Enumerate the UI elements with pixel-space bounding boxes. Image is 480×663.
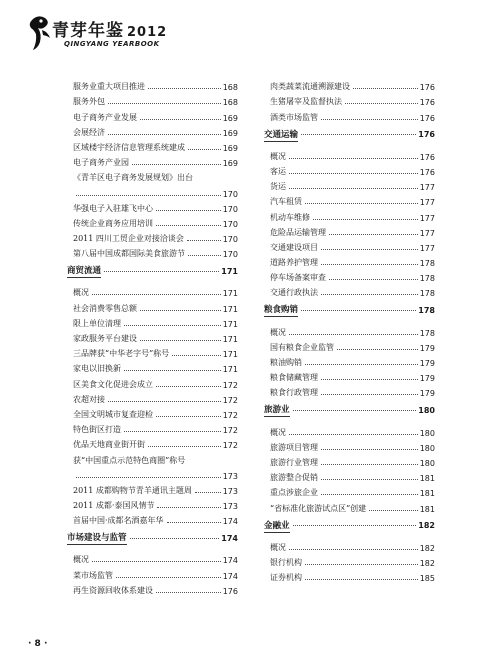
toc-entry-title-line (73, 168, 238, 183)
toc-page-number: 173 (222, 486, 238, 496)
toc-entry (270, 438, 435, 453)
toc-entry (270, 107, 435, 122)
dot-leader (92, 294, 221, 295)
dot-leader (116, 577, 221, 578)
toc-section-heading (264, 398, 435, 422)
toc-entry-label: 第八届中国成都国际美食旅游节 (73, 249, 185, 259)
dot-leader (157, 507, 220, 508)
dot-leader (321, 264, 418, 265)
dot-leader (321, 494, 418, 495)
toc-page-number: 174 (222, 556, 238, 566)
toc-entry (73, 314, 238, 329)
page-header (28, 10, 468, 62)
toc-page-number: 176 (222, 586, 238, 596)
toc-page-number: 176 (419, 83, 435, 93)
dot-leader (130, 538, 220, 539)
toc-section-heading (264, 514, 435, 538)
toc-page-number: 168 (222, 98, 238, 108)
dot-leader (321, 449, 418, 450)
toc-page-number: 170 (222, 204, 238, 214)
dot-leader (92, 561, 221, 562)
toc-section-label: 粮食购销 (264, 305, 299, 316)
toc-entry-label: 客运 (270, 166, 286, 176)
toc-entry-label: 汽车租赁 (270, 197, 302, 207)
toc-page-number: 169 (222, 113, 238, 123)
dot-leader (289, 334, 418, 335)
toc-page-number: 171 (222, 350, 238, 360)
toc-entry-label: 2011 成都·泰国风情节 (73, 501, 155, 511)
toc-page-number: 177 (419, 228, 435, 238)
toc-page-number: 177 (419, 183, 435, 193)
dot-leader (329, 234, 418, 235)
dot-leader (289, 158, 418, 159)
toc-page-number: 170 (222, 219, 238, 229)
toc-entry-label: 会展经济 (73, 127, 105, 137)
dot-leader (345, 103, 418, 104)
dot-leader (293, 410, 417, 411)
toc-entry (73, 435, 238, 450)
toc-entry-label: 国有粮食企业监管 (270, 342, 334, 352)
toc-page-number: 168 (222, 83, 238, 93)
dot-leader (289, 188, 418, 189)
toc-entry-title-line (73, 450, 238, 465)
toc-entry-label: 2011 成都购物节青羊通讯主题周 (73, 485, 192, 495)
toc-page-number: 179 (419, 359, 435, 368)
toc-entry-label: 华强电子入驻雄飞中心 (73, 203, 153, 213)
dot-leader (195, 492, 221, 493)
toc-entry-label: 停车场备案审查 (270, 273, 326, 283)
toc-entry (270, 368, 435, 383)
toc-entry (270, 498, 435, 513)
toc-page-number: 180 (419, 443, 435, 453)
dot-leader (369, 510, 418, 511)
toc-entry-label: 概况 (270, 327, 286, 337)
toc-section-label: 市场建设与监管 (67, 533, 127, 544)
toc-entry (73, 496, 238, 511)
toc-section-label: 金融业 (264, 520, 290, 531)
dot-leader (172, 355, 221, 356)
toc-section-label: 旅游业 (264, 405, 290, 416)
toc-entry-label: 生猪屠宰及监督执法 (270, 97, 342, 107)
toc-page-number: 178 (418, 305, 435, 315)
dot-leader (321, 379, 418, 380)
toc-page-number: 171 (222, 335, 238, 344)
dot-leader (140, 119, 221, 120)
toc-page-number: 179 (419, 389, 435, 399)
toc-entry-label: 证券机构 (270, 573, 302, 583)
toc-section-heading (264, 298, 435, 322)
dot-leader (187, 240, 221, 241)
toc-entry (270, 268, 435, 283)
dot-leader (188, 149, 221, 150)
toc-entry-label: 家电以旧换新 (73, 364, 121, 374)
toc-page-number: 170 (222, 250, 238, 260)
toc-page-number: 172 (222, 380, 238, 390)
dot-leader (321, 249, 418, 250)
toc-entry (73, 229, 238, 244)
toc-entry (73, 390, 238, 405)
toc-entry (73, 244, 238, 259)
toc-entry-label: 粮食行政管理 (270, 388, 318, 398)
toc-entry (73, 405, 238, 420)
toc-entry (73, 329, 238, 344)
dot-leader (188, 255, 221, 256)
toc-entry-label: 优品天地商业街开街 (73, 440, 145, 450)
yearbook-title (52, 16, 167, 41)
toc-entry (73, 92, 238, 107)
dot-leader (124, 431, 221, 432)
toc-entry (270, 453, 435, 468)
toc-entry (270, 238, 435, 253)
toc-page-number: 182 (418, 521, 435, 530)
dot-leader (124, 325, 221, 326)
toc-entry-label: 机动车维修 (270, 212, 310, 222)
toc-entry-label: 服务业重大项目推进 (73, 82, 145, 92)
toc-entry-label: 三品牌获“中华老字号”称号 (73, 349, 170, 359)
toc-entry (73, 565, 238, 580)
toc-page-number: 172 (222, 395, 238, 405)
toc-entry (270, 383, 435, 398)
toc-entry-label: 菜市场监管 (73, 570, 113, 580)
toc-entry-label: 社会消费零售总额 (73, 303, 137, 313)
toc-entry-label: 粮油购销 (270, 358, 302, 367)
toc-page-number: 174 (222, 517, 238, 527)
dot-leader (321, 394, 418, 395)
toc-entry-continuation (73, 466, 238, 481)
dot-leader (289, 434, 418, 435)
toc-entry-label: 概况 (73, 555, 89, 565)
toc-section-label: 商贸流通 (67, 266, 102, 277)
toc-entry-label: 概况 (270, 151, 286, 161)
toc-entry-label: 服务外包 (73, 97, 105, 107)
dot-leader (108, 134, 221, 135)
dot-leader (321, 464, 418, 465)
dot-leader (104, 271, 219, 272)
toc-page-number: 169 (222, 159, 238, 169)
dot-leader (289, 173, 418, 174)
dot-leader (167, 522, 221, 523)
dot-leader (156, 416, 221, 417)
toc-entry (270, 568, 435, 583)
dot-leader (140, 340, 221, 341)
toc-page-number: 176 (418, 130, 435, 140)
toc-entry (270, 538, 435, 553)
toc-page-number: 179 (419, 374, 435, 384)
toc-page-number: 176 (419, 167, 435, 177)
toc-page-number: 171 (222, 304, 238, 314)
dot-leader (321, 479, 418, 480)
toc-entry (73, 153, 238, 168)
toc-entry (270, 468, 435, 483)
toc-page-number: 176 (419, 152, 435, 162)
toc-entry (270, 92, 435, 107)
toc-section-heading (67, 526, 238, 550)
toc-entry (73, 138, 238, 153)
toc-page-number: 180 (418, 405, 435, 415)
toc-entry-label: 酒类市场监管 (270, 112, 318, 122)
toc-entry-label: 概况 (73, 288, 89, 298)
toc-page-number: 173 (222, 502, 238, 512)
toc-page-number: 174 (221, 533, 238, 543)
dot-leader (156, 592, 221, 593)
toc-page-number: 179 (419, 343, 435, 353)
toc-page-number: 178 (419, 289, 435, 299)
toc-page-number: 170 (222, 189, 238, 199)
toc-page-number: 172 (222, 441, 238, 451)
yearbook-subtitle: QINGYANG YEARBOOK (64, 40, 160, 48)
dot-leader (305, 564, 418, 565)
toc-page-number: 172 (222, 410, 238, 420)
toc-entry (73, 123, 238, 138)
dot-leader (124, 370, 221, 371)
dot-leader (156, 386, 221, 387)
toc-entry (270, 207, 435, 222)
toc-page-number: 177 (419, 198, 435, 208)
toc-entry-label: 旅游整合促销 (270, 473, 318, 483)
toc-page-number: 169 (222, 143, 238, 153)
dot-leader (108, 103, 221, 104)
dot-leader (156, 225, 221, 226)
toc-entry-label: 电子商务产业园 (73, 158, 129, 168)
toc-entry-label: “省标准化旅游试点区”创建 (270, 503, 367, 513)
toc-entry-label: 粮食储藏管理 (270, 373, 318, 383)
toc-entry-label: 农超对接 (73, 394, 105, 404)
toc-page-number: 177 (419, 213, 435, 223)
toc-page-number: 185 (419, 574, 435, 584)
toc-page-number: 178 (419, 259, 435, 269)
toc-entry (73, 511, 238, 526)
toc-entry (73, 107, 238, 122)
toc-entry-label: 概况 (270, 542, 286, 552)
toc-entry (270, 162, 435, 177)
dot-leader (305, 579, 418, 580)
dot-leader (148, 88, 221, 89)
dot-leader (321, 294, 418, 295)
toc-entry (270, 322, 435, 337)
toc-page-number: 178 (419, 328, 435, 338)
toc-entry-label: 重点涉旅企业 (270, 488, 318, 498)
toc-entry-label: 旅游行业管理 (270, 457, 318, 467)
toc-right-column (264, 77, 435, 584)
toc-entry-label: 特色街区打造 (73, 425, 121, 435)
toc-entry (73, 374, 238, 389)
toc-entry (73, 199, 238, 214)
toc-entry (73, 581, 238, 596)
toc-page-number: 171 (222, 365, 238, 375)
toc-page-number: 171 (221, 266, 238, 276)
yearbook-year: 2012 (127, 25, 168, 40)
toc-page-number: 180 (419, 428, 435, 438)
toc-entry (270, 422, 435, 437)
toc-entry-continuation (73, 183, 238, 198)
dot-leader (313, 219, 418, 220)
toc-entry-label: 货运 (270, 182, 286, 192)
yearbook-title-text: 青芽年鉴 (52, 21, 124, 41)
toc-entry-label: 交通行政执法 (270, 288, 318, 298)
dot-leader (329, 279, 418, 280)
toc-page-number: 177 (419, 243, 435, 253)
dot-leader (132, 164, 221, 165)
toc-entry (73, 359, 238, 374)
toc-entry (270, 283, 435, 298)
toc-entry (270, 147, 435, 162)
dot-leader (305, 203, 418, 204)
toc-entry-label: 获“中国重点示范特色商圈”称号 (73, 455, 186, 465)
toc-entry-label: 肉类蔬菜流通溯源建设 (270, 82, 350, 92)
dot-leader (353, 88, 418, 89)
toc-entry-label: 银行机构 (270, 557, 302, 567)
toc-entry-label: 传统企业商务应用培训 (73, 218, 153, 228)
toc-entry (270, 253, 435, 268)
toc-page-number: 176 (419, 98, 435, 108)
toc-entry-label: 2011 四川工贸企业对接洽谈会 (73, 234, 184, 244)
toc-entry (73, 283, 238, 298)
toc-entry (270, 553, 435, 568)
yearbook-logo-icon (28, 12, 54, 52)
toc-entry (73, 420, 238, 435)
toc-section-heading (67, 259, 238, 283)
toc-entry (270, 338, 435, 353)
toc-page-number: 171 (222, 289, 238, 299)
toc-page-number: 174 (222, 571, 238, 581)
toc-entry-label: 再生资源回收体系建设 (73, 585, 153, 595)
toc-entry (73, 298, 238, 313)
toc-entry-label: 全国文明城市复查迎检 (73, 409, 153, 419)
dot-leader (321, 119, 418, 120)
toc-page-number: 173 (222, 471, 238, 481)
toc-entry (73, 481, 238, 496)
toc-page-number: 181 (419, 489, 435, 499)
toc-entry-label: 危险品运输管理 (270, 227, 326, 237)
page-number: · 8 · (28, 639, 48, 649)
toc-page-number: 181 (419, 474, 435, 484)
toc-page-number: 170 (222, 235, 238, 245)
dot-leader (293, 525, 417, 526)
toc-entry (270, 483, 435, 498)
toc-entry (270, 353, 435, 368)
toc-entry (73, 214, 238, 229)
toc-page-number: 182 (419, 558, 435, 568)
toc-entry-label: 家政服务平台建设 (73, 334, 137, 343)
toc-entry (270, 77, 435, 92)
toc-page-number: 176 (419, 113, 435, 123)
toc-page-number: 171 (222, 319, 238, 329)
dot-leader (305, 364, 418, 365)
toc-section-label: 交通运输 (264, 129, 299, 140)
toc-page-number: 172 (222, 426, 238, 436)
dot-leader (289, 549, 418, 550)
toc-entry-label: 《青羊区电子商务发展规划》出台 (73, 173, 193, 183)
toc-page-number: 180 (419, 458, 435, 468)
toc-page-number: 178 (419, 274, 435, 284)
dot-leader (148, 446, 221, 447)
dot-leader (301, 134, 416, 135)
toc-entry (270, 177, 435, 192)
dot-leader (301, 310, 416, 311)
toc-page-number: 182 (419, 543, 435, 553)
toc-entry (73, 344, 238, 359)
toc-entry-label: 限上单位清理 (73, 318, 121, 328)
toc-section-heading (264, 123, 435, 147)
toc-entry-label: 道路养护管理 (270, 258, 318, 268)
dot-leader (140, 310, 221, 311)
toc-entry-label: 概况 (270, 427, 286, 437)
dot-leader (76, 477, 221, 478)
toc-entry-label: 首届中国·成都名酒嘉年华 (73, 516, 164, 526)
toc-entry (270, 192, 435, 207)
dot-leader (108, 401, 221, 402)
dot-leader (337, 349, 418, 350)
toc-entry-label: 电子商务产业发展 (73, 112, 137, 122)
dot-leader (156, 210, 221, 211)
toc-entry (270, 223, 435, 238)
toc-entry-label: 区域楼宇经济信息管理系统建成 (73, 142, 185, 152)
toc-entry-label: 交通建设项目 (270, 242, 318, 252)
toc-page-number: 181 (419, 504, 435, 514)
toc-entry (73, 77, 238, 92)
dot-leader (76, 195, 221, 196)
toc-page-number: 169 (222, 128, 238, 138)
toc-entry-label: 旅游项目管理 (270, 442, 318, 452)
toc-entry-label: 区美食文化促进会成立 (73, 379, 153, 389)
toc-left-column (67, 77, 238, 596)
toc-entry (73, 550, 238, 565)
